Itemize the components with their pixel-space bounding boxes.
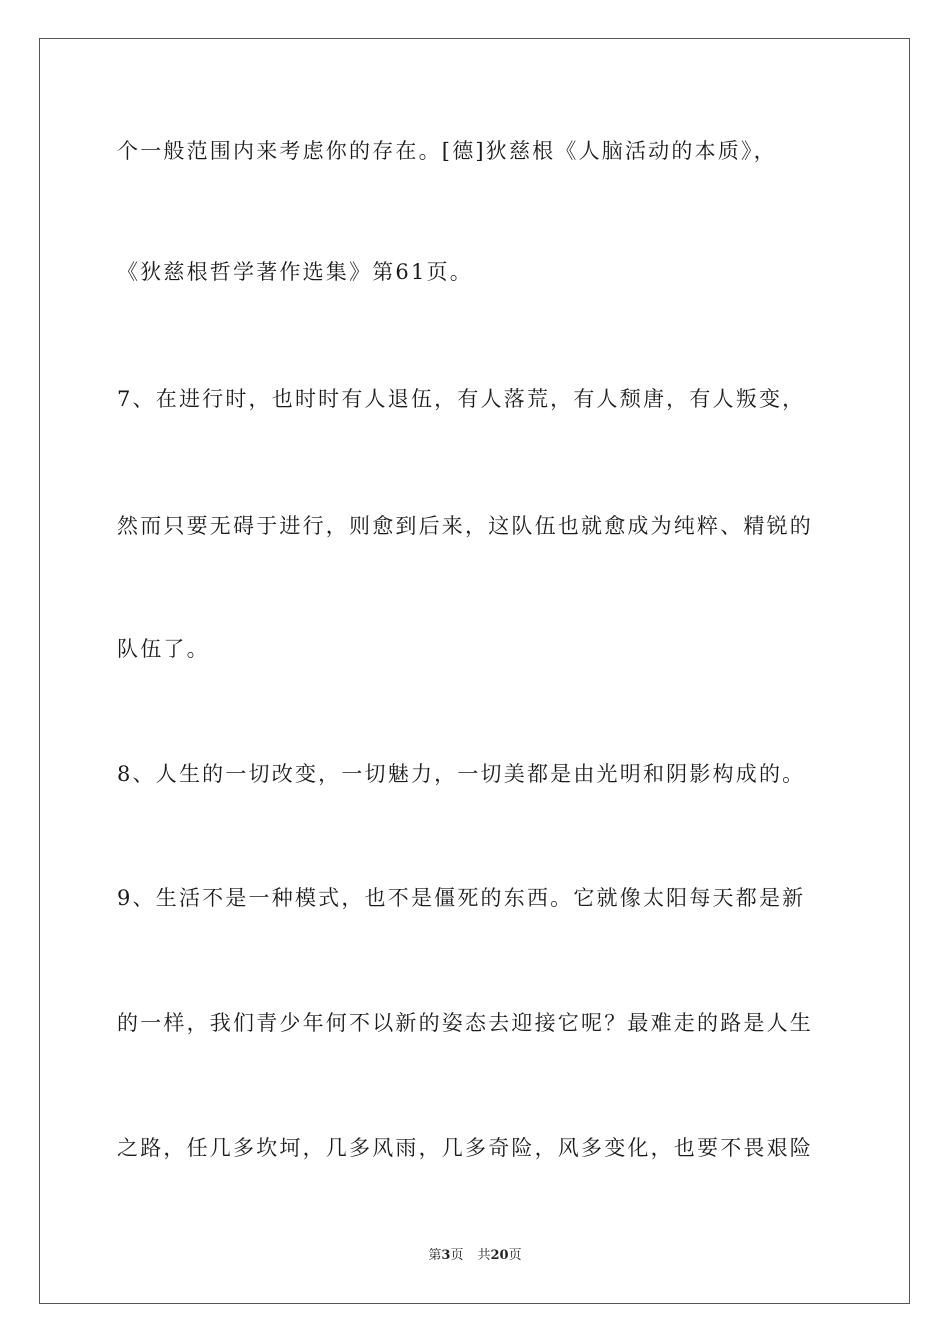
total-suffix: 页 [508,1248,522,1263]
total-prefix: 共 [477,1248,491,1263]
text-line-5: 队伍了。 [117,637,210,661]
text-line-3: 7、在进行时，也时时有人退伍，有人落荒，有人颓唐，有人叛变， [117,387,806,411]
page-suffix: 页 [450,1248,464,1263]
page-prefix: 第 [428,1248,442,1263]
text-line-7: 9、生活不是一种模式，也不是僵死的东西。它就像太阳每天都是新 [117,886,806,910]
text-line-4: 然而只要无碍于进行，则愈到后来，这队伍也就愈成为纯粹、精锐的 [117,514,813,538]
page-total: 20 [490,1248,509,1263]
page-frame [39,38,910,1304]
page-current: 3 [441,1248,451,1263]
text-line-9: 之路，任几多坎坷，几多风雨，几多奇险，风多变化，也要不畏艰险 [117,1136,813,1160]
text-line-8: 的一样，我们青少年何不以新的姿态去迎接它呢？最难走的路是人生 [117,1011,813,1035]
text-line-1: 个一般范围内来考虑你的存在。[德]狄慈根《人脑活动的本质》， [117,139,777,163]
text-line-2: 《狄慈根哲学著作选集》第61页。 [117,260,473,284]
page-footer [0,1247,950,1265]
text-line-6: 8、人生的一切改变，一切魅力，一切美都是由光明和阴影构成的。 [117,762,806,786]
